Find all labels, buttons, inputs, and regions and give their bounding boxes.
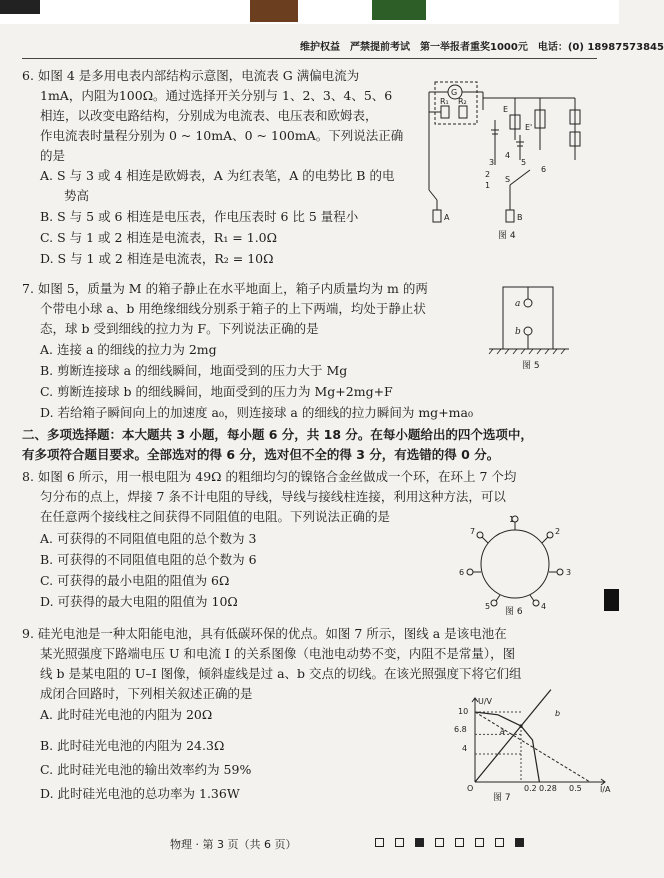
label-E: E: [503, 105, 509, 114]
label-5: 5: [521, 158, 527, 167]
figure-4-circuit: [425, 70, 605, 240]
q9-option-a: A. 此时硅光电池的内阻为 20Ω: [40, 707, 213, 722]
question-6-line: 作电流表时量程分别为 0 ~ 10mA、0 ~ 100mA。下列说法正确: [40, 128, 404, 143]
question-6-line: 1mA，内阻为100Ω。通过选择开关分别与 1、2、3、4、5、6: [40, 88, 393, 103]
terminal-1-label: 1: [509, 515, 515, 524]
origin-label: O: [467, 784, 474, 793]
curve-a-label: a: [500, 727, 505, 736]
question-6-line: 的是: [40, 148, 66, 163]
label-B: B: [517, 213, 523, 222]
figure-7-chart: [440, 694, 615, 794]
question-9-line: 线 b 是某电阻的 U–I 图像，倾斜虚线是过 a、b 交点的切线。在该光照强度下将它们组: [40, 666, 522, 681]
x-tick-label: 0.28: [539, 784, 557, 793]
figure-6-caption: 图 6: [505, 607, 523, 617]
q6-option-a-cont: 势高: [64, 188, 90, 203]
q8-option-a: A. 可获得的不同阻值电阻的总个数为 3: [40, 531, 257, 546]
page-footer: 物理 · 第 3 页（共 6 页）: [170, 838, 297, 851]
series-a-curve: [475, 712, 539, 782]
line-b-label: b: [555, 709, 561, 718]
footer-square: [375, 838, 384, 847]
label-ball-b: b: [515, 327, 521, 337]
question-7-line: 7. 如图 5，质量为 M 的箱子静止在水平地面上，箱子内质量均为 m 的两: [22, 281, 428, 296]
tangent-dashed-line: [475, 712, 590, 782]
label-E-prime: E': [525, 123, 533, 132]
terminal-4-label: 4: [541, 602, 547, 611]
question-8-line: 8. 如图 6 所示，用一根电阻为 49Ω 的粗细均匀的镍铬合金丝做成一个环，在环上 7 个均: [22, 469, 517, 484]
q7-option-b: B. 剪断连接球 a 的细线瞬间，地面受到的压力大于 Mg: [40, 363, 348, 378]
q7-option-d: D. 若给箱子瞬间向上的加速度 a₀，则连接球 a 的细线的拉力瞬间为 mg+ma₀: [40, 405, 473, 420]
label-S: S: [505, 175, 511, 184]
scan-image-fragment: [250, 0, 298, 22]
y-tick-label: 10: [458, 707, 469, 716]
question-9-line: 9. 硅光电池是一种太阳能电池，具有低碳环保的优点。如图 7 所示，图线 a 是该电池在: [22, 626, 507, 641]
header-rule: [22, 58, 597, 59]
q6-option-d: D. S 与 1 或 2 相连是电流表，R₂ = 10Ω: [40, 251, 274, 266]
question-8-line: 匀分布的点上，焊接 7 条不计电阻的导线，导线与接线柱连接，利用这种方法，可以: [40, 489, 506, 504]
label-G: G: [451, 88, 458, 97]
q8-option-b: B. 可获得的不同阻值电阻的总个数为 6: [40, 552, 257, 567]
q6-option-c: C. S 与 1 或 2 相连是电流表，R₁ = 1.0Ω: [40, 230, 277, 245]
q6-option-a: A. S 与 3 或 4 相连是欧姆表，A 为红表笔，A 的电势比 B 的电: [40, 168, 395, 183]
footer-square: [435, 838, 444, 847]
terminal-3-label: 3: [566, 568, 572, 577]
question-8-line: 在任意两个接线柱之间获得不同阻值的电阻。下列说法正确的是: [40, 509, 391, 524]
figure-4-caption: 图 4: [498, 231, 516, 241]
figure-5-caption: 图 5: [522, 361, 540, 371]
label-1: 1: [485, 181, 491, 190]
footer-square: [395, 838, 404, 847]
label-3: 3: [489, 158, 495, 167]
question-9-line: 成闭合回路时，下列相关叙述正确的是: [40, 686, 253, 701]
label-R1: R₁: [440, 97, 449, 106]
q9-option-d: D. 此时硅光电池的总功率为 1.36W: [40, 786, 240, 801]
page-edge-mark: [604, 589, 619, 611]
terminal-2-label: 2: [555, 527, 561, 536]
footer-square: [515, 838, 524, 847]
label-6: 6: [541, 165, 547, 174]
figure-7-caption: 图 7: [493, 793, 511, 803]
q6-option-b: B. S 与 5 或 6 相连是电压表，作电压表时 6 比 5 量程小: [40, 209, 359, 224]
q9-option-c: C. 此时硅光电池的输出效率约为 59%: [40, 762, 252, 777]
intersection-point: [519, 724, 522, 727]
x-axis-label: I/A: [600, 785, 611, 794]
question-7-line: 个带电小球 a、b 用绝缘细线分别系于箱子的上下两端，均处于静止状: [40, 301, 426, 316]
footer-square: [415, 838, 424, 847]
terminal-5-label: 5: [485, 602, 491, 611]
terminal-6-label: 6: [459, 568, 465, 577]
figure-6-ring: [450, 512, 580, 612]
y-tick-label: 4: [462, 744, 468, 753]
y-tick-label: 6.8: [454, 725, 467, 734]
footer-square: [495, 838, 504, 847]
q9-option-b: B. 此时硅光电池的内阻为 24.3Ω: [40, 738, 225, 753]
q8-option-c: C. 可获得的最小电阻的阻值为 6Ω: [40, 573, 230, 588]
q7-option-a: A. 连接 a 的细线的拉力为 2mg: [40, 342, 217, 357]
section-2-instruction: 二、多项选择题：本大题共 3 小题，每小题 6 分，共 18 分。在每小题给出的四个选项中，: [22, 427, 533, 442]
label-R2: R₂: [458, 97, 467, 106]
scan-top-band: [0, 0, 619, 24]
q8-option-d: D. 可获得的最大电阻的阻值为 10Ω: [40, 594, 238, 609]
question-7-line: 态，球 b 受到细线的拉力为 F。下列说法正确的是: [40, 321, 319, 336]
scan-image-fragment: [372, 0, 426, 20]
y-axis-label: U/V: [478, 697, 493, 706]
section-2-instruction: 有多项符合题目要求。全部选对的得 6 分，选对但不全的得 3 分，有选错的得 0 分。: [22, 447, 500, 462]
x-tick-label: 0.5: [569, 784, 582, 793]
footer-marks: [375, 838, 524, 847]
label-A: A: [444, 213, 450, 222]
terminal-7-label: 7: [470, 527, 476, 536]
label-ball-a: a: [515, 299, 521, 309]
question-6-line: 相连，以改变电路结构，分别成为电流表、电压表和欧姆表，: [40, 108, 378, 123]
label-4: 4: [505, 151, 511, 160]
label-2: 2: [485, 170, 491, 179]
question-6-line: 6. 如图 4 是多用电表内部结构示意图，电流表 G 满偏电流为: [22, 68, 360, 83]
q7-option-c: C. 剪断连接球 b 的细线瞬间，地面受到的压力为 Mg+2mg+F: [40, 384, 393, 399]
question-9-line: 某光照强度下路端电压 U 和电流 I 的关系图像（电池电动势不变，内阻不是常量），图: [40, 646, 516, 661]
footer-square: [475, 838, 484, 847]
footer-square: [455, 838, 464, 847]
x-tick-label: 0.2: [524, 784, 537, 793]
scan-dark-corner: [0, 0, 40, 14]
page-header: 维护权益 严禁提前考试 第一举报者重奖1000元 电话：(0) 18987573845: [300, 42, 664, 53]
